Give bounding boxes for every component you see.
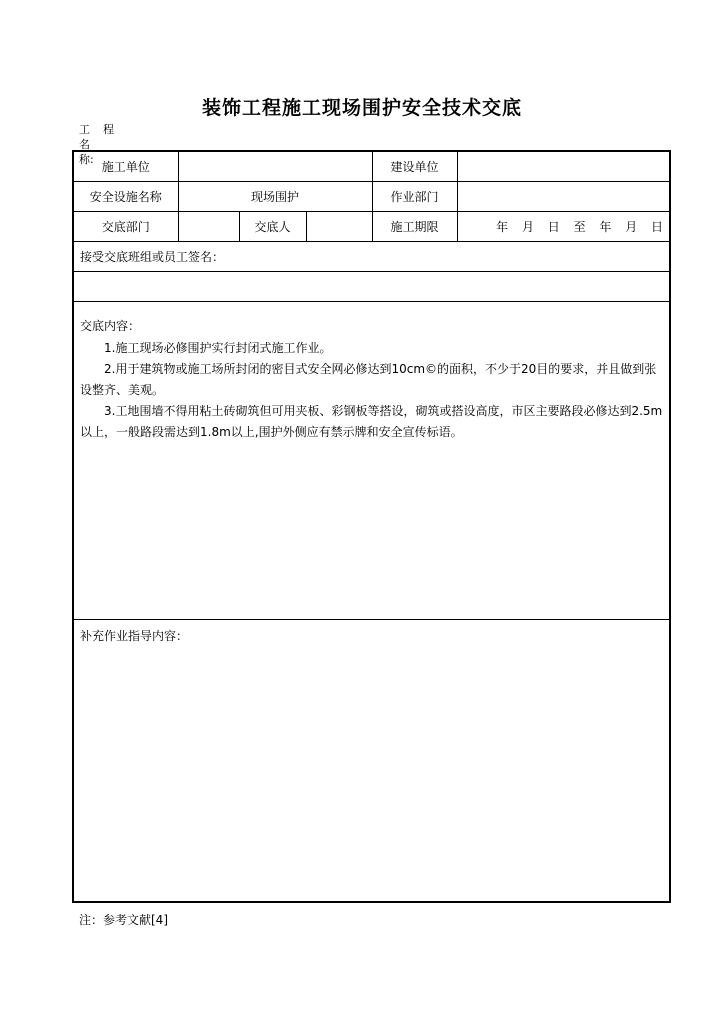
row-handover: [73, 211, 670, 241]
signature-field[interactable]: [73, 271, 670, 301]
handover-person-label: 交底人: [239, 211, 306, 241]
builder-label: 建设单位: [372, 151, 457, 181]
construction-unit-field[interactable]: [178, 151, 372, 181]
work-dept-field[interactable]: [457, 181, 670, 211]
row-content: [73, 301, 670, 619]
row-signature-field: [73, 271, 670, 301]
document-title: 装饰工程施工现场围护安全技术交底: [201, 97, 522, 119]
signature-label: 接受交底班组或员工签名：: [73, 241, 670, 271]
content-item-1: 1.施工现场必修围护实行封闭式施工作业。: [104, 340, 332, 355]
content-heading: 交底内容：: [80, 318, 141, 333]
row-supplement: [73, 619, 670, 902]
handover-form-table: [72, 150, 671, 903]
row-signature-label: [73, 241, 670, 271]
builder-field[interactable]: [457, 151, 670, 181]
period-label: 施工期限: [372, 211, 457, 241]
content-item-3: 3.工地围墙不得用粘土砖砌筑但可用夹板、彩钢板等搭设，砌筑或搭设高度，市区主要路段必修达到2.5m以上，一般路段需达到1.8m以上,围护外侧应有禁示牌和安全宣传标语。: [80, 403, 663, 439]
construction-unit-label: 施工单位: [73, 151, 178, 181]
footer-note: 注：参考文献[4]: [79, 913, 168, 927]
project-name-label-line1: 工程名: [79, 123, 127, 151]
work-dept-label: 作业部门: [372, 181, 457, 211]
row-units: [73, 151, 670, 181]
handover-content: [73, 301, 670, 619]
handover-person-field[interactable]: [306, 211, 372, 241]
supplement-content[interactable]: [73, 619, 670, 902]
facility-name-field[interactable]: 现场围护: [178, 181, 372, 211]
period-field[interactable]: 年 月 日 至 年 月 日: [457, 211, 670, 241]
handover-dept-label: 交底部门: [73, 211, 178, 241]
supplement-heading: 补充作业指导内容：: [80, 628, 189, 643]
row-facility: [73, 181, 670, 211]
facility-name-label: 安全设施名称: [73, 181, 178, 211]
content-item-2: 2.用于建筑物或施工场所封闭的密目式安全网必修达到10cm©的面积，不少于20目的要求，并且做到张设整齐、美观。: [80, 361, 657, 397]
project-name-label-line2: 称:: [79, 153, 94, 166]
handover-dept-field[interactable]: [178, 211, 239, 241]
